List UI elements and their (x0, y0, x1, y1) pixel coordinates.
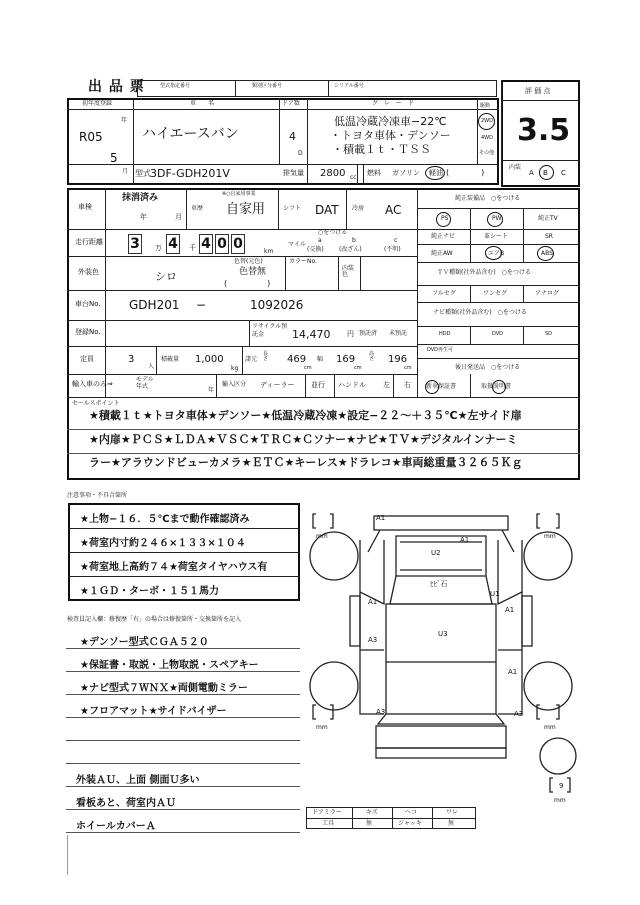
chassis-label: 車台No. (75, 300, 101, 308)
sales-line-3: ラー★アラウンドビューカメラ★ＥＴＣ★キーレス★ドラレコ★車両総重量３２６５Ｋｇ (89, 456, 523, 469)
sales-points-label: セールスポイント (72, 400, 120, 407)
mile-label: マイル (288, 241, 306, 248)
inspector-line-4: ★フロアマット★サイドバイザー (80, 706, 227, 717)
diagram-label-2: U2 (431, 549, 441, 557)
category-label: 類別区分番号 (252, 83, 283, 89)
note-line-4: ★１ＧＤ・ターボ・１５１馬力 (80, 586, 219, 597)
color-paren: ( ) (224, 279, 271, 288)
vehicle-name: ハイエースバン (142, 126, 239, 142)
chassis-dash: − (196, 298, 207, 312)
model-year-label: モデル年式 (136, 376, 154, 390)
shift-label: シフト (283, 205, 302, 212)
mileage-digit-1: 3 (128, 234, 142, 254)
inspector-line-8: 看板あと、荷室内ＡＵ (76, 798, 176, 809)
diagram-label-7: A1 (368, 598, 378, 606)
first-reg-year: R05 (79, 130, 103, 144)
year-unit: 年 (121, 117, 128, 124)
equip-pw: PW (492, 215, 502, 222)
legend-header-1: ドアミラー (312, 809, 342, 816)
legend-header-2: キズ (366, 809, 378, 816)
interior-b: B (543, 169, 548, 177)
legend-value-3: ジャッキ (398, 820, 422, 827)
equip-navi: 純正ナビ (431, 233, 456, 240)
interior-b-circle (539, 165, 554, 180)
recycle-status-1: 預託済 (359, 330, 378, 337)
model-value: 3DF-GDH201V (150, 167, 230, 180)
grade-line-3: ・積載１ｔ・ＴＳＳ (332, 143, 431, 156)
recycle-label: リサイクル預託金 (252, 323, 288, 338)
first-reg-label: 初年度登録 (82, 100, 113, 107)
tv-full: フルセグ (432, 290, 456, 297)
drive-label: 駆動 (480, 103, 491, 109)
diagram-label-6: A1 (505, 606, 515, 614)
equip-pw-circle (487, 212, 503, 227)
shift-value: DAT (315, 203, 339, 217)
usage-value: 自家用 (226, 202, 266, 217)
first-reg-month: 5 (110, 151, 118, 165)
legend-header-4: ワレ (446, 809, 459, 816)
length-cm: cm (304, 365, 312, 371)
diagram-label-11: A3 (376, 708, 386, 716)
mm-4: mm (544, 724, 556, 731)
color-value: シロ (155, 270, 177, 283)
load-label: 積載量 (161, 356, 180, 363)
cc-unit: cc (350, 174, 357, 181)
rating-value: 3.5 (517, 113, 571, 148)
diagram-label-1: A1 (376, 514, 386, 522)
height-cm: cm (404, 365, 412, 371)
mm-5: mm (554, 797, 566, 804)
color-no-label: カラーNo. (289, 258, 317, 265)
serial-label: シリアル番号 (334, 83, 364, 89)
inspector-line-7: 外装ＡＵ、上面 側面Ｕ多い (76, 775, 200, 786)
month-unit: 月 (122, 168, 129, 175)
shaken-month-unit: 月 (175, 213, 182, 221)
equip-abs-circle (537, 246, 554, 261)
name-label: 車 名 (190, 100, 215, 107)
grade-line-2: ・トヨタ車体・デンソー (330, 129, 451, 142)
equip-tv: 純正TV (538, 215, 558, 222)
import-dealer: ディーラー (260, 381, 295, 389)
legend-header-3: ヘコ (405, 809, 418, 816)
inspector-line-9: ホイールカバーＡ (76, 821, 156, 832)
chassis-prefix: GDH201 (129, 298, 180, 312)
tv-header: ＴＶ種類(社外品含む) ○をつける (437, 269, 531, 276)
shaken-year-unit: 年 (140, 213, 147, 221)
import-year-unit: 年 (208, 387, 215, 394)
import-parallel: 並行 (311, 381, 325, 389)
equip-sr: SR (545, 233, 553, 240)
usage-label: 車歴 (191, 205, 204, 212)
recycle-status-2: 未預託 (389, 330, 408, 337)
doors-label: ドア数 (282, 100, 300, 107)
capacity-label: 定員 (80, 355, 94, 363)
docs-manual: 取扱説明書 (481, 383, 512, 390)
height-label: 高さ (369, 351, 375, 362)
import-label: 輸入車のみ⇒ (72, 380, 113, 388)
navi-hdd: HDD (439, 331, 451, 337)
dim-label: 諸元 (245, 356, 258, 363)
diagram-label-4: ﾋﾋﾞ石 (430, 580, 448, 588)
width-label: 幅 (317, 356, 324, 363)
legend-value-4: 無 (448, 820, 455, 827)
handle-right: 右 (404, 381, 411, 389)
mileage-man: 万 (155, 244, 162, 252)
grade-line-1: 低温冷蔵冷凍車−22℃ (334, 115, 447, 128)
docs-warranty-circle (425, 380, 439, 394)
ac-label: 冷房 (352, 205, 365, 212)
legend-value-1: 工具 (322, 820, 335, 827)
docs-warranty: 新車保証書 (426, 383, 457, 390)
legend-value-2: 無 (366, 820, 373, 827)
mileage-digit-4: 0 (215, 234, 229, 254)
orig-color-label: 色替(元色) (234, 258, 263, 265)
tv-one: ワンセグ (483, 290, 508, 297)
grade-label: グ レ ー ド (372, 100, 415, 107)
equip-abs: ABS (541, 250, 553, 257)
mileage-label: 走行距離 (75, 238, 103, 246)
color-label: 外装色 (78, 268, 99, 276)
length-label: 長さ (263, 351, 269, 362)
equip-ps: PS (441, 215, 449, 222)
fuel-gasoline: ガソリン (392, 169, 420, 177)
note-line-2: ★荷室内寸約２４６×１３３×１０４ (80, 538, 246, 549)
mm-2: mm (544, 533, 556, 540)
shaken-value: 抹消済み (122, 193, 159, 203)
tv-analog: アナログ (535, 290, 560, 297)
width-value: 169 (336, 354, 356, 365)
drive-2wd: 2WD (481, 118, 493, 124)
fuel-diesel-circle (425, 166, 445, 180)
length-value: 469 (287, 354, 307, 365)
form-title: 出 品 票 (88, 79, 145, 95)
door-unit: D (298, 150, 303, 157)
mm-3: mm (316, 724, 328, 731)
inspector-label: 検査員記入欄：修復歴「有」の場合は修復箇所・交換箇所を記入 (67, 616, 242, 623)
type-cert-label: 型式指定番号 (160, 83, 191, 89)
mm-1: mm (316, 533, 328, 540)
shaken-label: 車検 (78, 203, 92, 211)
notes-label: 注意事項・不具合箇所 (67, 492, 128, 499)
inspector-line-2: ★保証書・取説・上物取説・スペアキー (80, 660, 259, 671)
interior-a: A (529, 169, 534, 177)
mileage-sen: 千 (189, 244, 196, 252)
diagram-label-8: A3 (368, 636, 378, 644)
drive-2wd-circle (478, 113, 495, 130)
equip-airbag-circle (485, 246, 505, 260)
drive-4wd: 4WD (481, 135, 493, 141)
mileage-digit-5: 0 (231, 234, 245, 254)
width-cm: cm (354, 365, 362, 371)
displacement-label: 排気量 (283, 169, 304, 177)
navi-dvd: DVD (492, 331, 504, 337)
kg-unit: kg (231, 365, 239, 372)
diagram-label-12: A3 (514, 710, 524, 718)
mileage-circle-note: ○をつける (318, 229, 348, 236)
handle-left: 左 (383, 381, 390, 389)
mileage-opt-1: (交換) (307, 246, 324, 253)
km-unit: km (264, 248, 274, 255)
equip-airbag: エアB (488, 250, 505, 257)
navi-sd: SD (545, 331, 553, 337)
note-line-3: ★荷室地上高約７４★荷室タイヤハウス有 (80, 562, 268, 573)
equip-aw: 純正AW (431, 250, 453, 257)
mileage-digit-2: 4 (166, 234, 180, 254)
height-value: 196 (388, 354, 408, 365)
header-id-row (137, 80, 497, 97)
diagram-label-3: A1 (460, 536, 470, 544)
rating-label: 評 価 点 (525, 87, 551, 95)
equip-ps-circle (436, 212, 451, 227)
docs-manual-circle (492, 380, 506, 394)
capacity-value: 3 (128, 354, 135, 365)
doors-value: 4 (289, 130, 296, 143)
inspector-line-1: ★デンソー型式ＣＧＡ５２０ (80, 637, 209, 648)
navi-header: ナビ種類(社外品含む) ○をつける (433, 309, 527, 316)
interior-c: C (561, 169, 566, 177)
model-label: 型式 (135, 169, 151, 178)
ac-value: AC (385, 203, 402, 217)
damage-diagram (300, 500, 585, 810)
inspector-line-3: ★ナビ型式７ＷＮＸ★両側電動ミラー (80, 683, 248, 694)
equip-leather: 革シート (484, 233, 509, 240)
mileage-digit-3: 4 (199, 234, 213, 254)
registration-label: 登録No. (75, 328, 101, 336)
fuel-label: 燃料 (367, 169, 381, 177)
docs-header: 後日発送品 ○をつける (455, 364, 521, 371)
usage-header: ※○自家用事業 (222, 191, 256, 197)
color-changed: 色替無 (239, 267, 267, 277)
note-line-1: ★上物−１６．５℃まで動作確認済み (80, 514, 250, 525)
oem-header: 純正装備品 ○をつける (455, 195, 521, 202)
mileage-opt-2: (改ざん) (339, 246, 362, 253)
interior-color-label: 内装色 (342, 265, 355, 278)
recycle-value: 14,470 (292, 328, 331, 341)
handle-label: ハンドル (338, 381, 366, 389)
load-value: 1,000 (195, 354, 224, 365)
sales-line-1: ★積載１ｔ★トヨタ車体★デンソー★低温冷蔵冷凍★設定−２２〜＋３５℃★左サイド扉 (89, 409, 522, 422)
diagram-label-5: U1 (490, 590, 500, 598)
yen-unit: 円 (347, 330, 354, 338)
interior-label: 内装 (509, 164, 522, 171)
fuel-diesel: 軽油 (429, 169, 443, 177)
import-type-label: 輸入区分 (222, 381, 247, 388)
spare-value: 9 (559, 782, 564, 790)
displacement-value: 2800 (320, 168, 346, 179)
chassis-number: 1092026 (250, 298, 304, 312)
dvd-play: DVD再生可 (427, 347, 454, 353)
mileage-opt-3: (不明) (384, 246, 401, 253)
drive-other: その他 (479, 150, 495, 156)
diagram-label-10: A1 (508, 668, 518, 676)
diagram-label-9: U3 (438, 630, 448, 638)
person-unit: 人 (148, 363, 155, 370)
sales-line-2: ★内扉★ＰＣＳ★ＬＤＡ★ＶＳＣ★ＴＲＣ★Ｃソナー★ナビ★ＴＶ★デジタルインナーミ (89, 433, 518, 446)
